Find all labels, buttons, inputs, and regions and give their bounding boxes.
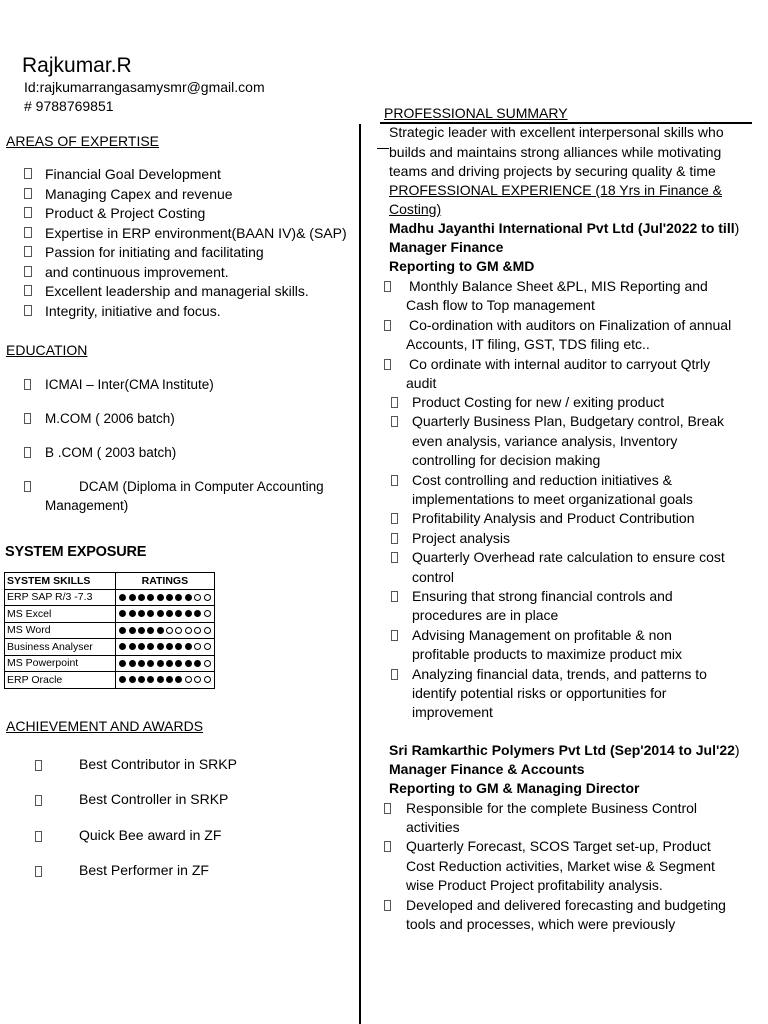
point-line: Quarterly Overhead rate calculation to ensure cost [412,549,725,566]
bullet-icon [35,760,42,771]
rating-dot [194,676,201,683]
job2-reporting: Reporting to GM & Managing Director [389,780,640,796]
skill-name: ERP SAP R/3 -7.3 [5,589,116,606]
summary-line: teams and driving projects by securing quality & time [389,163,716,179]
bullet-icon [24,305,32,316]
bullet-icon [24,481,31,492]
skill-row [5,606,215,623]
rating-dot [185,643,192,650]
point-line: Co ordinate with internal auditor to carryout Qtrly [409,355,711,372]
rating-dot [138,660,145,667]
summary-line: Strategic leader with excellent interpersonal skills who [389,124,724,140]
bullet-icon [391,397,398,408]
award-item: Quick Bee award in ZF [79,827,222,843]
education-item: M.COM ( 2006 batch) [45,411,175,426]
rating-dot [129,676,136,683]
ratings-header: RATINGS [116,573,215,590]
expertise-item: Product & Project Costing [0,204,347,224]
job1-company [389,219,739,238]
rating-dot [138,610,145,617]
rating-dot [138,676,145,683]
rating-dot [157,643,164,650]
point-line: Developed and delivered forecasting and budgeting [406,896,726,913]
education-item: DCAM (Diploma in Computer Accounting [79,479,324,494]
rating-dot [185,676,192,683]
point-line: Cash flow to Top management [406,297,595,314]
job2-role: Manager Finance & Accounts [389,761,585,777]
bullet-icon [391,533,398,544]
point-line: Monthly Balance Sheet &PL, MIS Reporting and [409,278,708,294]
summary-heading: PROFESSIONAL SUMMARY [384,105,568,121]
point-line: Analyzing financial data, trends, and patterns to [412,665,707,682]
rating-dot [194,594,201,601]
rating-dot [157,676,164,683]
rating-dot [147,676,154,683]
skill-name: Business Analyser [5,639,116,656]
rating-dot [147,643,154,650]
skill-rating [116,622,215,639]
job2-company [389,741,740,760]
point-line: identify potential risks or opportunities for [412,685,667,701]
expertise-item: Excellent leadership and managerial skills. [0,282,347,302]
bullet-icon [384,803,391,814]
bullet-icon [391,630,398,641]
bullet-icon [24,227,32,238]
rating-dot [175,610,182,617]
bullet-icon [24,266,32,277]
candidate-name: Rajkumar.R [22,54,132,77]
rating-dot [204,676,211,683]
bullet-icon [384,320,391,331]
bullet-icon [24,379,31,390]
rating-dot [166,660,173,667]
skill-row [5,589,215,606]
rating-dot [194,660,201,667]
bullet-icon [391,552,398,563]
bullet-icon [391,591,398,602]
rating-dot [129,594,136,601]
bullet-icon [24,285,32,296]
skills-table [4,572,215,689]
skill-name: MS Word [5,622,116,639]
job1-role: Manager Finance [389,239,504,255]
point-line: procedures are in place [412,607,559,624]
point-line: Profitability Analysis and Product Contribution [412,510,695,527]
bullet-icon [24,447,31,458]
rating-dot [129,610,136,617]
expertise-item: Managing Capex and revenue [0,185,347,205]
bullet-icon [24,168,32,179]
rating-dot [194,627,201,634]
rating-dot [185,594,192,601]
point-line: activities [406,818,460,835]
bullet-icon [35,866,42,877]
experience-heading-cont: Costing) [389,201,442,217]
dash-mark [377,148,389,149]
summary-line: builds and maintains strong alliances while motivating [389,143,722,160]
rating-dot [166,676,173,683]
rating-dot [147,660,154,667]
awards-heading: ACHIEVEMENT AND AWARDS [6,718,204,734]
expertise-item: Financial Goal Development [0,165,347,185]
point-line: control [412,568,455,585]
education-item: ICMAI – Inter(CMA Institute) [45,377,214,392]
rating-dot [185,610,192,617]
point-line: Cost Reduction activities, Market wise & Segment [406,857,715,874]
rating-dot [194,610,201,617]
skill-row [5,622,215,639]
rating-dot [147,627,154,634]
point-line: Advising Management on profitable & non [412,626,672,643]
expertise-item: and continuous improvement. [0,263,347,283]
point-line: improvement [412,704,493,721]
rating-dot [157,660,164,667]
rating-dot [119,627,126,634]
rating-dot [157,594,164,601]
job1-company-text: Madhu Jayanthi International Pvt Ltd (Jul'2022 to till [389,220,735,236]
expertise-heading: AREAS OF EXPERTISE [6,133,160,149]
point-line: Cost controlling and reduction initiatives & [412,471,672,488]
rating-dot [138,594,145,601]
point-line: Quarterly Forecast, SCOS Target set-up, Product [406,838,711,855]
point-line: Accounts, IT filing, GST, TDS filing etc.. [406,336,650,353]
skill-rating [116,655,215,672]
point-line: audit [406,375,437,391]
expertise-item: Expertise in ERP environment(BAAN IV)& (SAP) [0,224,347,244]
rating-dot [175,676,182,683]
rating-dot [147,594,154,601]
rating-dot [166,594,173,601]
bullet-icon [35,831,42,842]
bullet-icon [24,246,32,257]
phone: # 9788769851 [24,98,114,114]
bullet-icon [384,841,391,852]
column-divider [359,124,361,1024]
rating-dot [119,610,126,617]
bullet-icon [24,188,32,199]
rating-dot [129,660,136,667]
bullet-icon [24,207,32,218]
skill-name: ERP Oracle [5,672,116,689]
bullet-icon [391,513,398,524]
rating-dot [119,676,126,683]
rating-dot [166,643,173,650]
rating-dot [119,643,126,650]
skills-header: SYSTEM SKILLS [5,573,116,590]
bullet-icon [384,900,391,911]
rating-dot [129,627,136,634]
experience-heading: PROFESSIONAL EXPERIENCE (18 Yrs in Finance & [389,182,723,198]
skill-rating [116,606,215,623]
education-heading: EDUCATION [6,342,88,358]
skill-name: MS Powerpoint [5,655,116,672]
rating-dot [204,660,211,667]
bullet-icon [391,669,398,680]
point-line: profitable products to maximize product mix [412,646,682,663]
system-exposure-heading: SYSTEM EXPOSURE [5,544,147,560]
rating-dot [175,660,182,667]
skill-rating [116,672,215,689]
rating-dot [129,643,136,650]
point-line: Co-ordination with auditors on Finalization of annual [409,316,732,333]
rating-dot [204,643,211,650]
point-line: implementations to meet organizational goals [412,491,693,507]
job1-company-end: ) [734,220,740,236]
point-line: Responsible for the complete Business Control [406,799,698,816]
skill-row [5,639,215,656]
point-line: Product Costing for new / exiting product [412,394,665,410]
expertise-list [0,165,347,321]
point-line: Quarterly Business Plan, Budgetary control, Break [412,413,725,430]
point-line: tools and processes, which were previously [406,915,676,932]
skill-rating [116,589,215,606]
point-line: wise Product Project profitability analysis. [406,877,663,894]
skill-row [5,655,215,672]
bullet-icon [384,359,391,370]
rating-dot [147,610,154,617]
job2-company-end: ) [734,742,740,758]
point-line: even analysis, variance analysis, Inventory [412,432,678,449]
education-item: Management) [45,498,129,513]
skill-name: MS Excel [5,606,116,623]
expertise-item: Integrity, initiative and focus. [0,302,347,322]
rating-dot [138,643,145,650]
award-item: Best Controller in SRKP [79,791,229,807]
job1-reporting: Reporting to GM &MD [389,258,535,274]
skill-rating [116,639,215,656]
rating-dot [175,594,182,601]
rating-dot [157,627,164,634]
expertise-item: Passion for initiating and facilitating [0,243,347,263]
point-line: controlling for decision making [412,452,601,469]
bullet-icon [35,795,42,806]
skill-row [5,672,215,689]
rating-dot [185,660,192,667]
point-line: Project analysis [412,529,511,546]
rating-dot [185,627,192,634]
bullet-icon [24,413,31,424]
bullet-icon [391,416,398,427]
rating-dot [119,660,126,667]
rating-dot [157,610,164,617]
job2-company-text: Sri Ramkarthic Polymers Pvt Ltd (Sep'2014 to Jul'22 [389,742,735,758]
email: Id:rajkumarrangasamysmr@gmail.com [24,79,265,95]
rating-dot [204,594,211,601]
point-line: Ensuring that strong financial controls and [412,588,673,604]
rating-dot [175,643,182,650]
rating-dot [119,594,126,601]
award-item: Best Performer in ZF [79,862,209,878]
rating-dot [166,627,173,634]
rating-dot [166,610,173,617]
award-item: Best Contributor in SRKP [79,756,237,772]
rating-dot [204,627,211,634]
rating-dot [138,627,145,634]
rating-dot [175,627,182,634]
bullet-icon [391,475,398,486]
bullet-icon [384,281,391,292]
education-item: B .COM ( 2003 batch) [45,445,177,460]
rating-dot [194,643,201,650]
rating-dot [204,610,211,617]
